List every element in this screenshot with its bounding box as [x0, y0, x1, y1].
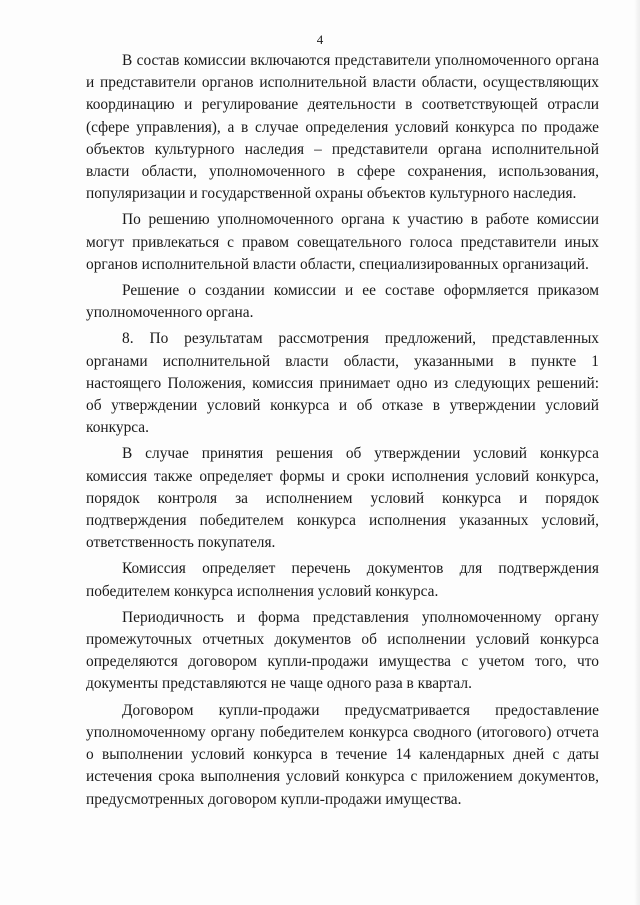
- paragraph-item-8-decisions: 8. По результатам рассмотрения предложений, представленных органами исполнительной власти области, указанными в пункте 1 настоящего Положения, комиссия принимает одно из следующих решений: об утверждении условий конкурса и об отказе в утверждении условий конкурса.: [86, 330, 599, 437]
- paragraph-commission-composition: В состав комиссии включаются представители уполномоченного органа и представители органов исполнительной власти области, осуществляющих координацию и регулирование деятельности в соответствующей отрасли (сфере управления), а в случае определения условий конкурса по продаже объектов культурного наследия – представители органа исполнительной власти области, уполномоченного в сфере сохранения, использования, популяризации и государственной охраны объектов культурного наследия.: [86, 52, 599, 203]
- paragraph-reporting-frequency: Периодичность и форма представления уполномоченному органу промежуточных отчетных документов об исполнении условий конкурса определяются договором купли-продажи имущества с учетом того, что документы представляются не чаще одного раза в квартал.: [86, 608, 599, 693]
- document-body: [86, 50, 599, 815]
- paragraph-commission-order: Решение о создании комиссии и ее составе оформляется приказом уполномоченного органа.: [86, 282, 599, 322]
- paragraph-document-list: Комиссия определяет перечень документов для подтверждения победителем конкурса исполнения условий конкурса.: [86, 560, 599, 600]
- page-number: 4: [316, 32, 324, 47]
- paragraph-approval-conditions: В случае принятия решения об утверждении условий конкурса комиссия также определяет формы и сроки исполнения условий конкурса, порядок контроля за исполнением условий конкурса и порядок подтверждения победителем конкурса исполнения указанных условий, ответственность покупателя.: [86, 445, 599, 552]
- paragraph-advisory-vote: По решению уполномоченного органа к участию в работе комиссии могут привлекаться с правом совещательного голоса представители иных органов исполнительной власти области, специализированных организаций.: [86, 211, 599, 273]
- paragraph-final-report: Договором купли-продажи предусматривается предоставление уполномоченному органу победителем конкурса сводного (итогового) отчета о выполнении условий конкурса в течение 14 календарных дней с даты истечения срока выполнения условий конкурса с приложением документов, предусмотренных договором купли-продажи имущества.: [86, 701, 599, 808]
- scan-edge-shadow: [634, 0, 640, 905]
